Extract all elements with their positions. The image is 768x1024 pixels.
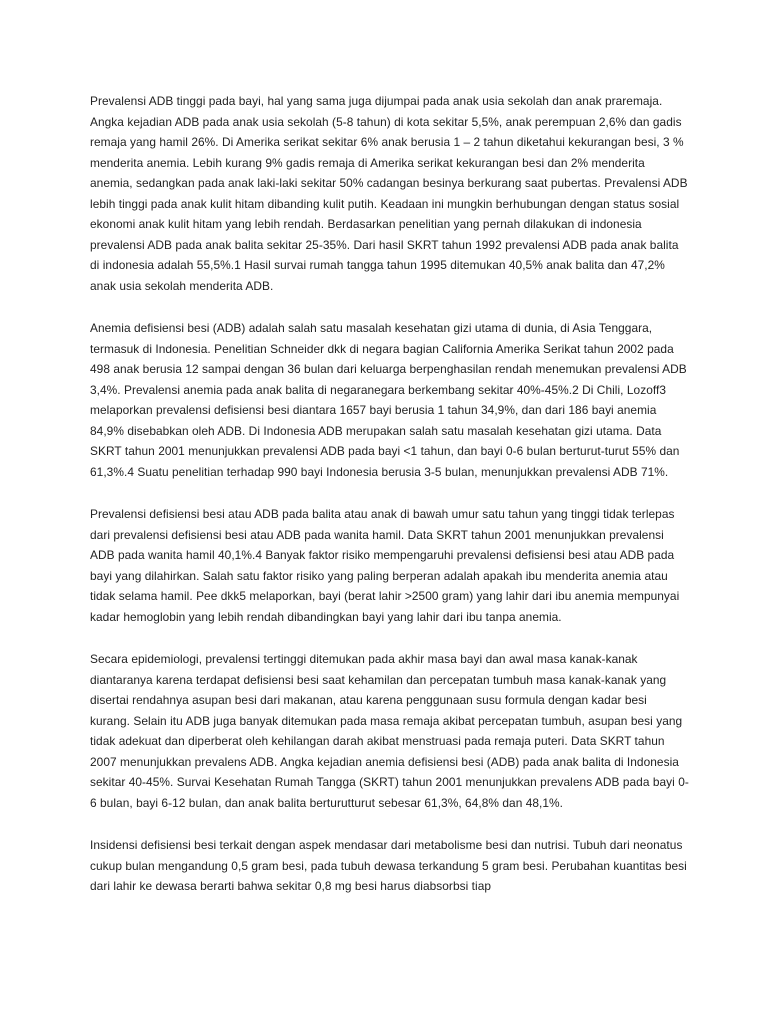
document-body — [90, 91, 690, 897]
paragraph-3: Prevalensi defisiensi besi atau ADB pada balita atau anak di bawah umur satu tahun yang tinggi tidak terlepas dari prevalensi defisiensi besi atau ADB pada wanita hamil. Data SKRT tahun 2001 menunjukkan prevalensi ADB pada wanita hamil 40,1%.4 Banyak faktor risiko mempengaruhi prevalensi defisiensi besi atau ADB pada bayi yang dilahirkan. Salah satu faktor risiko yang paling berperan adalah apakah ibu menderita anemia atau tidak selama hamil. Pee dkk5 melaporkan, bayi (berat lahir >2500 gram) yang lahir dari ibu anemia mempunyai kadar hemoglobin yang lebih rendah dibandingkan bayi yang lahir dari ibu tanpa anemia. — [90, 507, 680, 624]
paragraph-5: Insidensi defisiensi besi terkait dengan aspek mendasar dari metabolisme besi dan nutrisi. Tubuh dari neonatus cukup bulan mengandung 0,5 gram besi, pada tubuh dewasa terkandung 5 gram besi. Perubahan kuantitas besi dari lahir ke dewasa berarti bahwa sekitar 0,8 mg besi harus diabsorbsi tiap — [90, 838, 687, 893]
paragraph-4: Secara epidemiologi, prevalensi tertinggi ditemukan pada akhir masa bayi dan awal masa kanak-kanak diantaranya karena terdapat defisiensi besi saat kehamilan dan percepatan tumbuh masa kanak-kanak yang disertai rendahnya asupan besi dari makanan, atau karena penggunaan susu formula dengan kadar besi kurang. Selain itu ADB juga banyak ditemukan pada masa remaja akibat percepatan tumbuh, asupan besi yang tidak adekuat dan diperberat oleh kehilangan darah akibat menstruasi pada remaja puteri. Data SKRT tahun 2007 menunjukkan prevalens ADB. Angka kejadian anemia defisiensi besi (ADB) pada anak balita di Indonesia sekitar 40-45%. Survai Kesehatan Rumah Tangga (SKRT) tahun 2001 menunjukkan prevalens ADB pada bayi 0-6 bulan, bayi 6-12 bulan, dan anak balita berturutturut sebesar 61,3%, 64,8% dan 48,1%. — [90, 652, 689, 810]
paragraph-1: Prevalensi ADB tinggi pada bayi, hal yang sama juga dijumpai pada anak usia sekolah dan anak praremaja. Angka kejadian ADB pada anak usia sekolah (5-8 tahun) di kota sekitar 5,5%, anak perempuan 2,6% dan gadis remaja yang hamil 26%. Di Amerika serikat sekitar 6% anak berusia 1 – 2 tahun diketahui kekurangan besi, 3 % menderita anemia. Lebih kurang 9% gadis remaja di Amerika serikat kekurangan besi dan 2% menderita anemia, sedangkan pada anak laki-laki sekitar 50% cadangan besinya berkurang saat pubertas. Prevalensi ADB lebih tinggi pada anak kulit hitam dibanding kulit putih. Keadaan ini mungkin berhubungan dengan status sosial ekonomi anak kulit hitam yang lebih rendah. Berdasarkan penelitian yang pernah dilakukan di indonesia prevalensi ADB pada anak balita sekitar 25-35%. Dari hasil SKRT tahun 1992 prevalensi ADB pada anak balita di indonesia adalah 55,5%.1 Hasil survai rumah tangga tahun 1995 ditemukan 40,5% anak balita dan 47,2% anak usia sekolah menderita ADB. — [90, 94, 688, 293]
paragraph-2: Anemia defisiensi besi (ADB) adalah salah satu masalah kesehatan gizi utama di dunia, di Asia Tenggara, termasuk di Indonesia. Penelitian Schneider dkk di negara bagian California Amerika Serikat tahun 2002 pada 498 anak berusia 12 sampai dengan 36 bulan dari keluarga berpenghasilan rendah menemukan prevalensi ADB 3,4%. Prevalensi anemia pada anak balita di negaranegara berkembang sekitar 40%-45%.2 Di Chili, Lozoff3 melaporkan prevalensi defisiensi besi diantara 1657 bayi berusia 1 tahun 34,9%, dan dari 186 bayi anemia 84,9% disebabkan oleh ADB. Di Indonesia ADB merupakan salah satu masalah kesehatan gizi utama. Data SKRT tahun 2001 menunjukkan prevalensi ADB pada bayi <1 tahun, dan bayi 0-6 bulan berturut-turut 55% dan 61,3%.4 Suatu penelitian terhadap 990 bayi Indonesia berusia 3-5 bulan, menunjukkan prevalensi ADB 71%. — [90, 321, 687, 479]
